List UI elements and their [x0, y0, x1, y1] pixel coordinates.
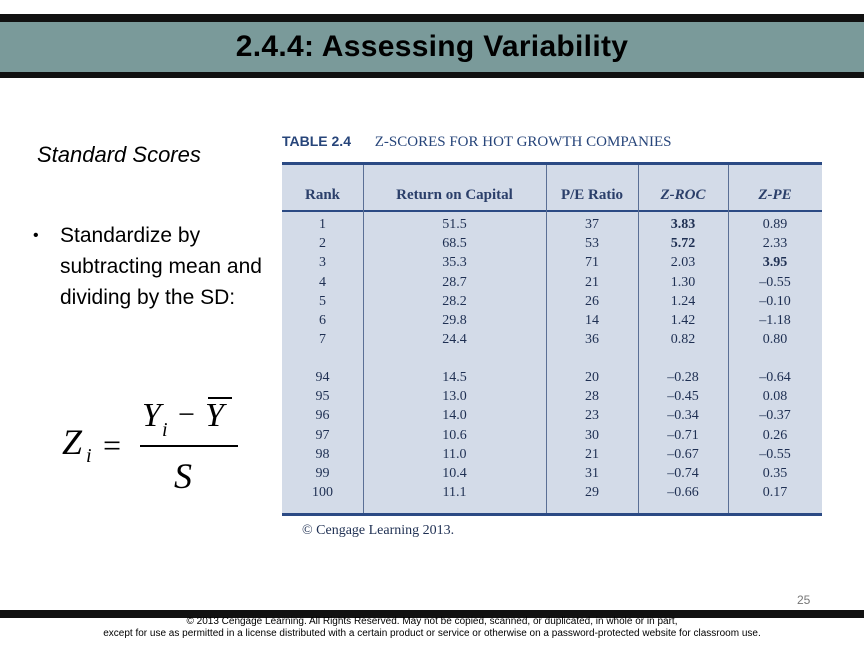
table-cell-zroc: 0.82 [670, 332, 696, 348]
z-score-table [282, 162, 822, 516]
table-cell-roc: 28.2 [442, 293, 467, 309]
table-cell-rank: 3 [319, 255, 326, 271]
table-cell-zpe: 0.80 [762, 332, 788, 348]
table-cell-roc: 10.6 [442, 427, 467, 443]
table-cell-zroc: 2.03 [670, 255, 696, 271]
header-return-on-capital: Return on Capital [396, 187, 513, 203]
table-copyright: © Cengage Learning 2013. [302, 523, 455, 538]
table-cell-roc: 13.0 [442, 389, 467, 405]
table-cell-rank: 6 [319, 313, 326, 328]
table-cell-zpe: 0.26 [762, 427, 788, 443]
table-cell-roc: 11.0 [442, 446, 467, 462]
table-cell-pe: 36 [585, 332, 599, 348]
table-cell-rank: 98 [315, 446, 330, 462]
table-cell-rank: 4 [319, 274, 326, 290]
table-cell-zroc: –0.74 [667, 466, 699, 481]
table-cell-roc: 11.1 [442, 485, 467, 501]
table-cell-rank: 2 [319, 236, 326, 252]
formula-denominator: S [174, 456, 192, 496]
header-z-pe: Z-PE [758, 187, 792, 203]
table-cell-zroc: 1.30 [670, 274, 696, 290]
formula-lhs-subscript: i [86, 445, 92, 467]
z-score-formula [60, 394, 260, 500]
table-cell-zpe: –0.10 [759, 293, 791, 309]
header-pe-ratio: P/E Ratio [560, 187, 624, 203]
table-cell-pe: 14 [585, 313, 599, 328]
table-cell-pe: 30 [585, 427, 599, 443]
bullet-point [33, 220, 273, 313]
table-cell-roc: 14.0 [442, 408, 467, 424]
table-cell-zpe: 0.08 [762, 389, 788, 405]
table-cell-zpe: 3.95 [762, 255, 788, 271]
table-cell-zpe: 0.89 [762, 217, 788, 232]
bullet-dot-icon: • [33, 227, 39, 244]
bullet-text: Standardize by subtracting mean and dividing by the SD: [60, 224, 262, 309]
footer-line-1: © 2013 Cengage Learning. All Rights Reserved. May not be copied, scanned, or duplicated, in whole or in part, [186, 616, 678, 627]
table-cell-pe: 31 [585, 466, 599, 481]
formula-minus: − [178, 398, 195, 431]
table-caption [282, 133, 671, 151]
table-cell-rank: 94 [315, 370, 330, 385]
table-cell-zroc: –0.28 [667, 370, 699, 385]
table-cell-rank: 100 [312, 485, 333, 501]
table-cell-zroc: –0.71 [667, 427, 699, 443]
title-bar [0, 14, 864, 78]
header-z-roc: Z-ROC [660, 187, 706, 203]
table-cell-zpe: 0.17 [762, 485, 788, 501]
table-cell-zroc: 1.42 [670, 313, 696, 328]
table-cell-pe: 23 [585, 408, 599, 424]
header-rank: Rank [304, 187, 341, 203]
table-cell-roc: 35.3 [442, 255, 467, 271]
table-cell-pe: 37 [585, 217, 599, 232]
slide-title: 2.4.4: Assessing Variability [235, 30, 629, 63]
table-cell-pe: 21 [585, 446, 599, 462]
table-cell-roc: 10.4 [442, 466, 467, 481]
table-cell-zroc: 3.83 [670, 217, 696, 232]
table-cell-zroc: –0.34 [667, 408, 699, 424]
table-cell-zroc: –0.45 [667, 389, 699, 405]
table-cell-zpe: –0.64 [759, 370, 791, 385]
formula-lhs: Z [62, 422, 83, 462]
table-cell-zpe: –0.55 [759, 274, 791, 290]
table-cell-rank: 1 [319, 217, 326, 232]
table-title: Z-SCORES FOR HOT GROWTH COMPANIES [374, 134, 672, 150]
formula-equals: = [103, 427, 122, 463]
table-cell-pe: 26 [585, 293, 599, 309]
table-cell-pe: 53 [585, 236, 599, 252]
table-cell-roc: 68.5 [442, 236, 467, 252]
table-cell-zpe: –0.55 [759, 446, 791, 462]
table-cell-roc: 51.5 [442, 217, 467, 232]
table-cell-pe: 20 [585, 370, 599, 385]
table-cell-rank: 97 [315, 427, 330, 443]
table-cell-rank: 7 [319, 332, 326, 348]
table-cell-rank: 99 [315, 466, 330, 481]
table-cell-rank: 95 [315, 389, 330, 405]
page-number: 25 [797, 593, 811, 607]
formula-numerator-y: Y [142, 397, 161, 434]
footer-line-2: except for use as permitted in a license distributed with a certain product or service or otherwise on a password-protected website for classroom use. [103, 628, 761, 639]
table-cell-pe: 21 [585, 274, 599, 290]
table-cell-zpe: 2.33 [762, 236, 788, 252]
table-cell-rank: 5 [319, 293, 326, 309]
formula-numerator-subscript: i [162, 419, 168, 441]
table-cell-zpe: 0.35 [762, 466, 788, 481]
table-cell-roc: 14.5 [442, 370, 467, 385]
table-cell-roc: 28.7 [442, 274, 467, 290]
table-cell-rank: 96 [315, 408, 330, 424]
formula-numerator-ybar: Y [205, 397, 224, 434]
table-cell-zroc: 1.24 [670, 293, 696, 309]
table-cell-zpe: –1.18 [759, 313, 791, 328]
footer [0, 616, 864, 640]
table-cell-zroc: –0.66 [667, 485, 699, 501]
table-label: TABLE 2.4 [282, 133, 351, 149]
table-cell-zpe: –0.37 [759, 408, 791, 424]
table-cell-pe: 29 [585, 485, 599, 501]
table-cell-pe: 28 [585, 389, 599, 405]
table-cell-roc: 29.8 [442, 313, 467, 328]
table-cell-pe: 71 [585, 255, 599, 271]
table-cell-zroc: 5.72 [670, 236, 696, 252]
section-subtitle: Standard Scores [37, 142, 201, 167]
table-cell-roc: 24.4 [442, 332, 467, 348]
table-cell-zroc: –0.67 [667, 446, 699, 462]
